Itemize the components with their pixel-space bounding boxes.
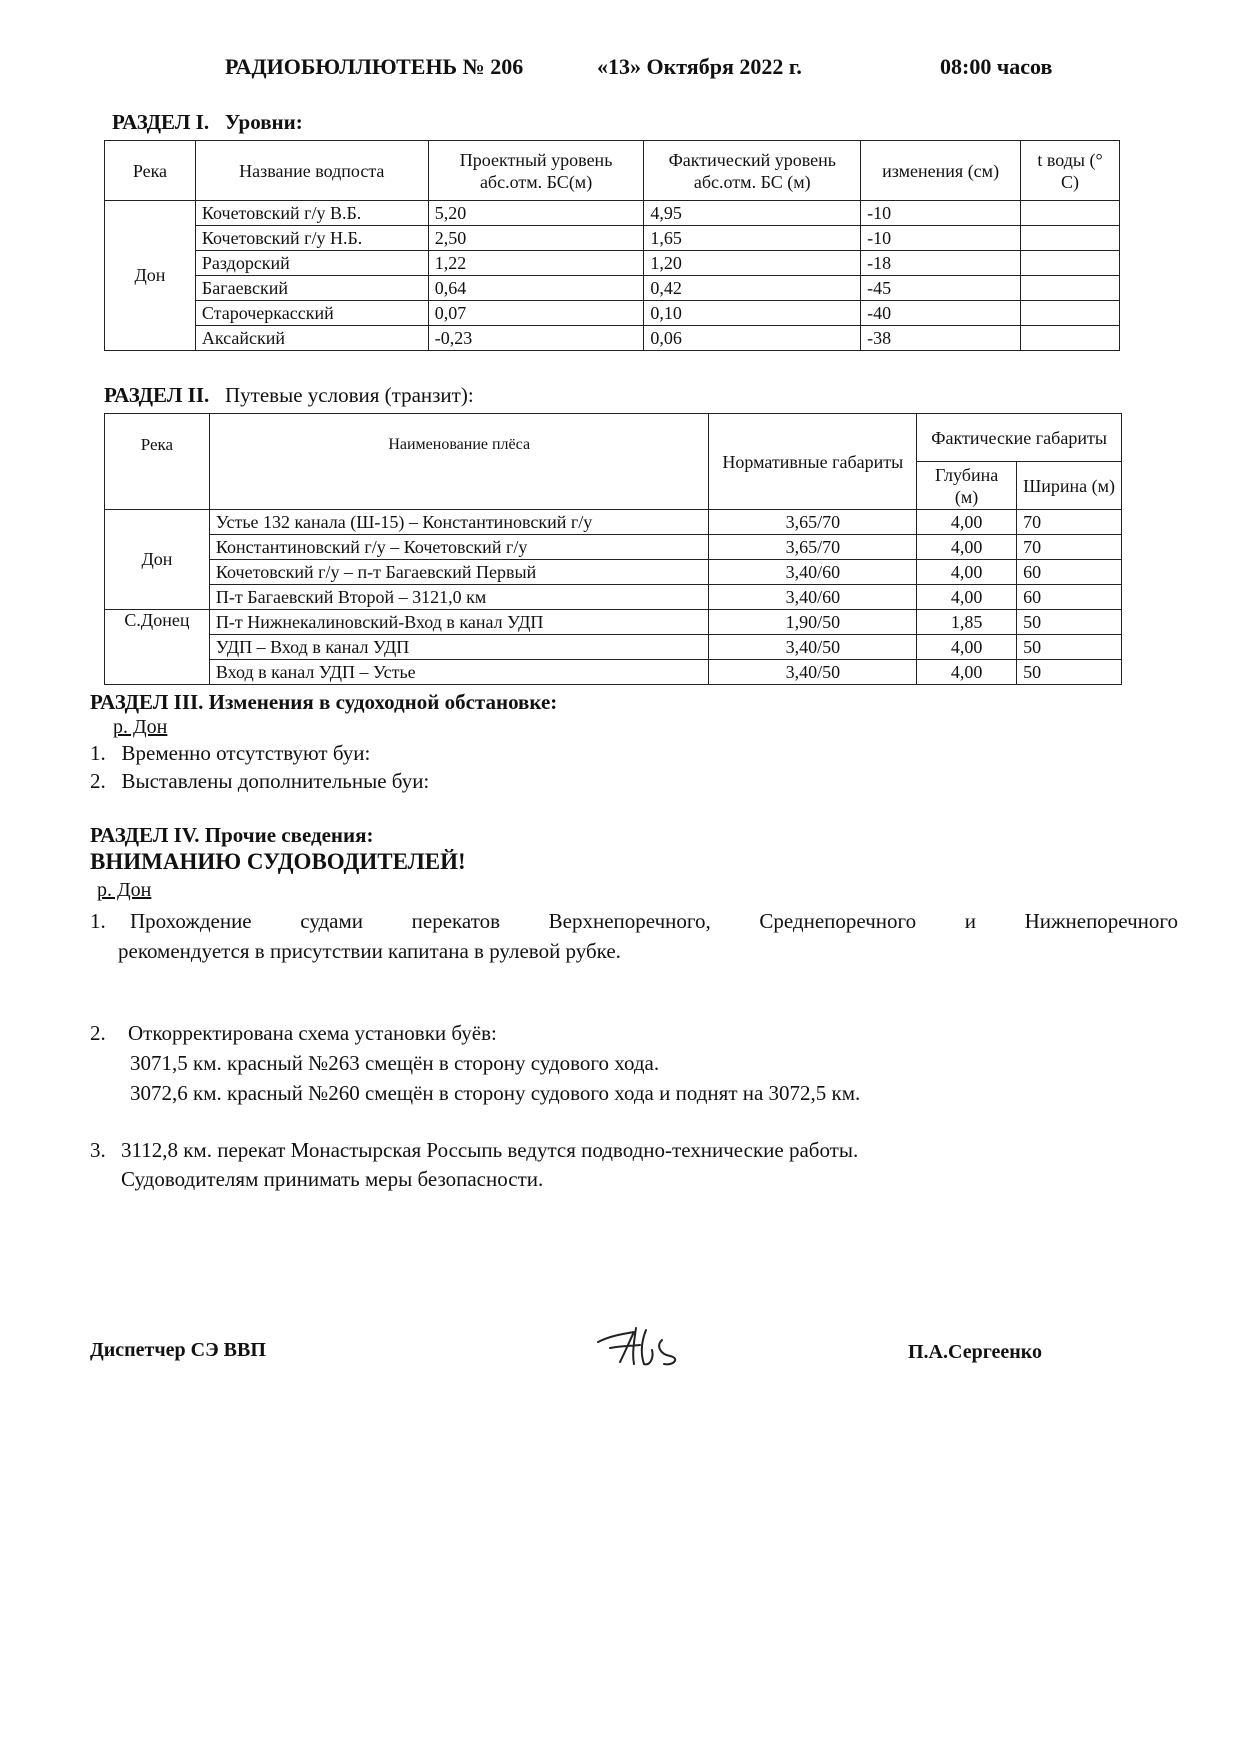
- actual-level: 1,65: [644, 226, 861, 251]
- levels-table: [104, 140, 1120, 351]
- section2-subtitle: Путевые условия (транзит):: [225, 383, 474, 407]
- actual-level: 0,06: [644, 326, 861, 351]
- table-row: [105, 326, 1120, 351]
- attention-heading: ВНИМАНИЮ СУДОВОДИТЕЛЕЙ!: [90, 849, 466, 874]
- col-post-name: Название водпоста: [195, 141, 428, 201]
- table-row: [105, 226, 1120, 251]
- item2-line3: 3072,6 км. красный №260 смещён в сторону судового хода и поднят на 3072,5 км.: [130, 1081, 861, 1105]
- col-water-temp: t воды (° С): [1021, 141, 1120, 201]
- actual-level: 0,10: [644, 301, 861, 326]
- post-name: Кочетовский г/у Н.Б.: [195, 226, 428, 251]
- dispatcher-role: Диспетчер СЭ ВВП: [90, 1339, 266, 1361]
- col-change: изменения (см): [861, 141, 1021, 201]
- project-level: 5,20: [428, 201, 644, 226]
- actual-level: 4,95: [644, 201, 861, 226]
- project-level: 2,50: [428, 226, 644, 251]
- level-change: -38: [861, 326, 1021, 351]
- river-cell: С.Донец: [105, 610, 210, 685]
- item2-line1: Откорректирована схема установки буёв:: [128, 1021, 497, 1045]
- col-normative: Нормативные габариты: [709, 414, 917, 510]
- normative-dims: 3,40/60: [709, 585, 917, 610]
- level-change: -10: [861, 201, 1021, 226]
- table-row: [105, 301, 1120, 326]
- reach-name: Константиновский г/у – Кочетовский г/у: [209, 535, 709, 560]
- section1-title: РАЗДЕЛ I.: [112, 110, 210, 134]
- actual-depth: 4,00: [917, 510, 1017, 535]
- table-row: [105, 635, 1122, 660]
- bulletin-time: 08:00 часов: [940, 54, 1053, 79]
- section1-subtitle: Уровни:: [224, 110, 303, 134]
- item1-line1: Прохождение судами перекатов Верхнепоречного, Среднепоречного и Нижнепоречного: [130, 909, 1178, 933]
- water-temp: [1021, 226, 1120, 251]
- project-level: 0,64: [428, 276, 644, 301]
- section4-river: р. Дон: [97, 879, 152, 901]
- post-name: Кочетовский г/у В.Б.: [195, 201, 428, 226]
- table-row: [105, 585, 1122, 610]
- water-temp: [1021, 201, 1120, 226]
- level-change: -40: [861, 301, 1021, 326]
- col-river: Река: [105, 141, 196, 201]
- post-name: Старочеркасский: [195, 301, 428, 326]
- col-width: Ширина (м): [1017, 462, 1122, 510]
- route-header-row: [105, 414, 1122, 462]
- reach-name: УДП – Вход в канал УДП: [209, 635, 709, 660]
- reach-name: Устье 132 канала (Ш-15) – Константиновский г/у: [209, 510, 709, 535]
- river-cell: Дон: [105, 510, 210, 610]
- col-river: Река: [105, 414, 210, 510]
- normative-dims: 3,65/70: [709, 510, 917, 535]
- table-row: [105, 510, 1122, 535]
- section2-heading: [104, 383, 474, 408]
- actual-width: 60: [1017, 560, 1122, 585]
- normative-dims: 3,40/50: [709, 660, 917, 685]
- signature: [590, 1318, 700, 1370]
- water-temp: [1021, 301, 1120, 326]
- post-name: Багаевский: [195, 276, 428, 301]
- actual-width: 50: [1017, 660, 1122, 685]
- col-reach: Наименование плёса: [209, 414, 709, 510]
- list-item: [90, 741, 370, 766]
- normative-dims: 3,65/70: [709, 535, 917, 560]
- level-change: -18: [861, 251, 1021, 276]
- item-number: 1.: [90, 741, 106, 765]
- project-level: 1,22: [428, 251, 644, 276]
- actual-width: 60: [1017, 585, 1122, 610]
- post-name: Раздорский: [195, 251, 428, 276]
- item2-number: 2.: [90, 1021, 106, 1045]
- actual-depth: 4,00: [917, 585, 1017, 610]
- actual-width: 70: [1017, 535, 1122, 560]
- actual-depth: 4,00: [917, 560, 1017, 585]
- reach-name: П-т Багаевский Второй – 3121,0 км: [209, 585, 709, 610]
- water-temp: [1021, 326, 1120, 351]
- actual-level: 1,20: [644, 251, 861, 276]
- normative-dims: 3,40/60: [709, 560, 917, 585]
- bulletin-date: «13» Октября 2022 г.: [597, 54, 802, 79]
- section3-title: РАЗДЕЛ III. Изменения в судоходной обстановке:: [90, 690, 558, 714]
- section1-heading: [112, 110, 303, 135]
- project-level: -0,23: [428, 326, 644, 351]
- table-row: [105, 610, 1122, 635]
- table-row: [105, 560, 1122, 585]
- table-row: [105, 201, 1120, 226]
- item-number: 2.: [90, 769, 106, 793]
- table-row: [105, 251, 1120, 276]
- col-actual-group: Фактические габариты: [917, 414, 1122, 462]
- river-cell: Дон: [105, 201, 196, 351]
- section3-river: р. Дон: [113, 716, 168, 738]
- item1-line2: рекомендуется в присутствии капитана в рулевой рубке.: [118, 939, 621, 963]
- list-item: [90, 769, 429, 794]
- levels-header-row: [105, 141, 1120, 201]
- route-conditions-table: [104, 413, 1122, 685]
- item1-number: 1.: [90, 909, 106, 933]
- table-row: [105, 276, 1120, 301]
- water-temp: [1021, 251, 1120, 276]
- item3-number: 3.: [90, 1138, 106, 1162]
- actual-width: 70: [1017, 510, 1122, 535]
- col-actual-level: Фактический уровень абс.отм. БС (м): [644, 141, 861, 201]
- dispatcher-name: П.А.Сергеенко: [908, 1341, 1043, 1363]
- project-level: 0,07: [428, 301, 644, 326]
- bulletin-title: РАДИОБЮЛЛЮТЕНЬ № 206: [225, 54, 524, 79]
- item3-line2: Судоводителям принимать меры безопасности.: [121, 1167, 544, 1191]
- actual-depth: 1,85: [917, 610, 1017, 635]
- reach-name: П-т Нижнекалиновский-Вход в канал УДП: [209, 610, 709, 635]
- post-name: Аксайский: [195, 326, 428, 351]
- actual-width: 50: [1017, 610, 1122, 635]
- normative-dims: 3,40/50: [709, 635, 917, 660]
- reach-name: Вход в канал УДП – Устье: [209, 660, 709, 685]
- actual-level: 0,42: [644, 276, 861, 301]
- actual-depth: 4,00: [917, 635, 1017, 660]
- actual-width: 50: [1017, 635, 1122, 660]
- actual-depth: 4,00: [917, 535, 1017, 560]
- table-row: [105, 660, 1122, 685]
- level-change: -45: [861, 276, 1021, 301]
- item-text: Выставлены дополнительные буи:: [121, 769, 430, 793]
- table-row: [105, 535, 1122, 560]
- item3-line1: 3112,8 км. перекат Монастырская Россыпь ведутся подводно-технические работы.: [121, 1138, 859, 1162]
- actual-depth: 4,00: [917, 660, 1017, 685]
- section4-title: РАЗДЕЛ IV. Прочие сведения:: [90, 823, 374, 847]
- water-temp: [1021, 276, 1120, 301]
- item-text: Временно отсутствуют буи:: [121, 741, 371, 765]
- level-change: -10: [861, 226, 1021, 251]
- normative-dims: 1,90/50: [709, 610, 917, 635]
- col-project-level: Проектный уровень абс.отм. БС(м): [428, 141, 644, 201]
- col-depth: Глубина (м): [917, 462, 1017, 510]
- item2-line2: 3071,5 км. красный №263 смещён в сторону судового хода.: [130, 1051, 660, 1075]
- reach-name: Кочетовский г/у – п-т Багаевский Первый: [209, 560, 709, 585]
- section2-title: РАЗДЕЛ II.: [104, 383, 210, 407]
